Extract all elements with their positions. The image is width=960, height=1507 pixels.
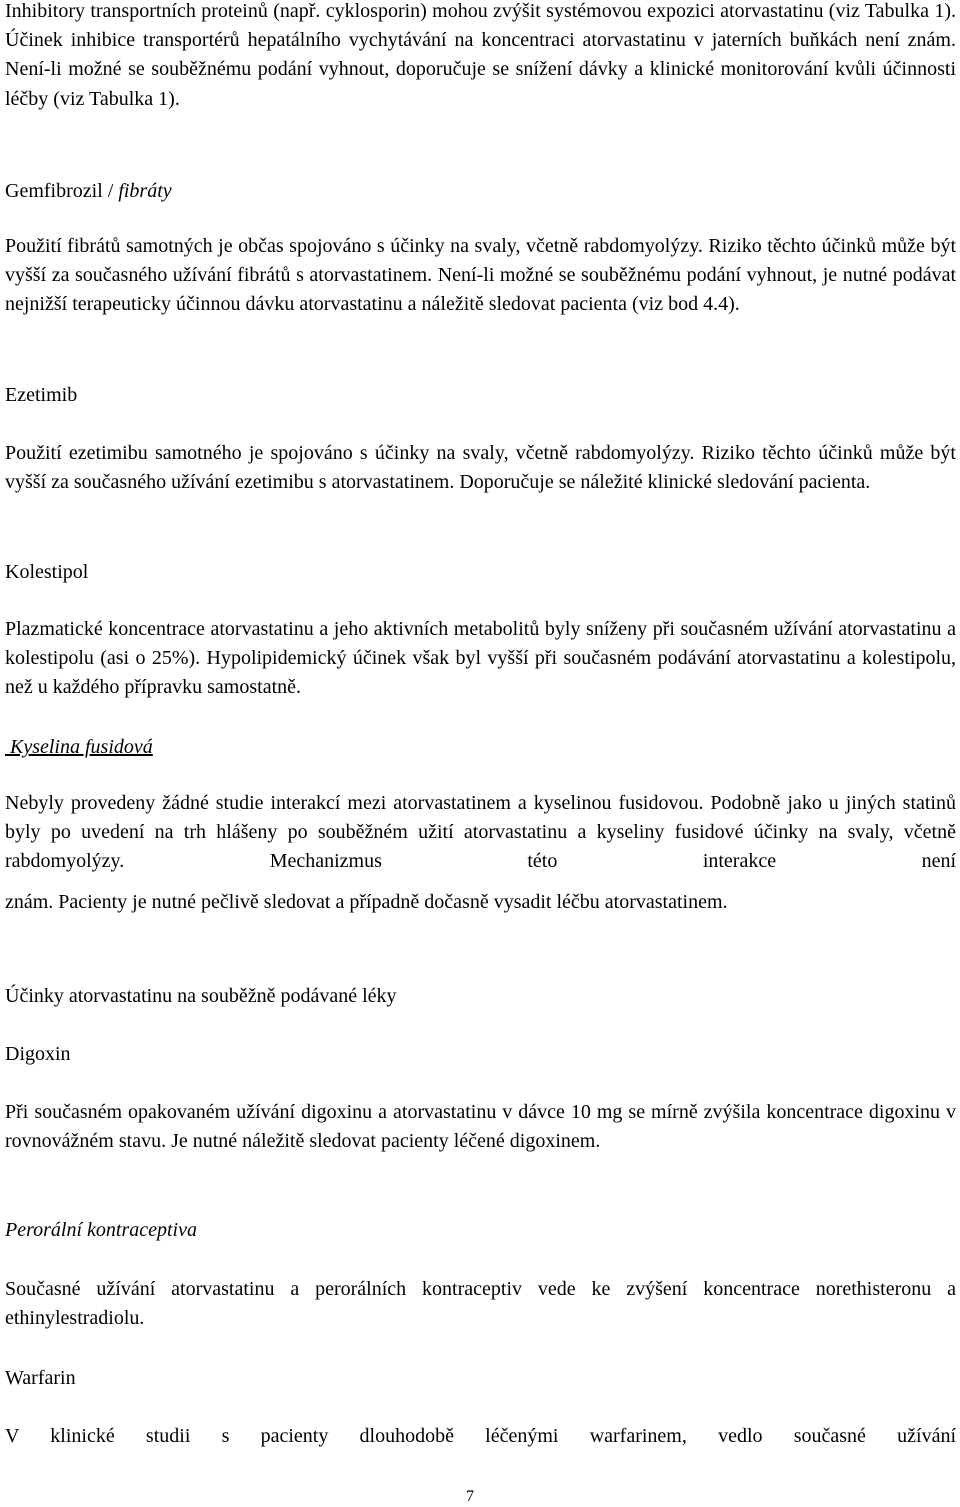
heading-kolestipol: Kolestipol bbox=[5, 561, 89, 583]
paragraph-gemfibrozil: Použití fibrátů samotných je občas spojováno s účinky na svaly, včetně rabdomyolýzy. Riziko těchto účinků může být vyšší za současného užívání fibrátů s atorvastatinem. Není-li možné se souběžnému podání vyhnout, je nutné podávat nejnižší terapeuticky účinnou dávku atorvastatinu a náležitě sledovat pacienta (viz bod 4.4). bbox=[5, 235, 956, 316]
heading-gemfibrozil-fibrates bbox=[5, 179, 956, 203]
heading-kyselina-fusidova: Kyselina fusidová bbox=[5, 736, 153, 758]
page-number: 7 bbox=[466, 1488, 474, 1505]
paragraph-kolestipol: Plazmatické koncentrace atorvastatinu a jeho aktivních metabolitů byly sníženy při současném užívání atorvastatinu a kolestipolu (asi o 25%). Hypolipidemický účinek však byl vyšší při současném podávání atorvastatinu a kolestipolu, než u každého přípravku samostatně. bbox=[5, 618, 956, 699]
paragraph-peroralni-kontraceptiva: Současné užívání atorvastatinu a perorálních kontraceptiv vede ke zvýšení koncentrace norethisteronu a ethinylestradiolu. bbox=[5, 1278, 956, 1330]
heading-digoxin: Digoxin bbox=[5, 1043, 71, 1065]
paragraph-warfarin: V klinické studii s pacienty dlouhodobě léčenými warfarinem, vedlo současné užívání bbox=[5, 1425, 956, 1447]
heading-fibrates-italic: fibráty bbox=[118, 180, 172, 202]
heading-gemfibrozil-text: Gemfibrozil / bbox=[5, 180, 119, 202]
heading-warfarin: Warfarin bbox=[5, 1367, 76, 1389]
paragraph-inhibitory-transport-proteins: Inhibitory transportních proteinů (např. cyklosporin) mohou zvýšit systémovou expozici atorvastatinu (viz Tabulka 1). Účinek inhibice transportérů hepatálního vychytávání na koncentraci atorvastatinu v jaterních buňkách není znám. Není-li možné se souběžnému podání vyhnout, doporučuje se snížení dávky a klinické monitorování kvůli účinnosti léčby (viz Tabulka 1). bbox=[5, 0, 956, 110]
paragraph-kyselina-fusidova: Nebyly provedeny žádné studie interakcí mezi atorvastatinem a kyselinou fusidovou. Podobně jako u jiných statinů byly po uvedení na trh hlášeny po souběžném užití atorvastatinu a kyseliny fusidové účinky na svaly, včetně rabdomyolýzy. Mechanizmus této interakce není bbox=[5, 792, 956, 873]
paragraph-kyselina-fusidova-continued: znám. Pacienty je nutné pečlivě sledovat a případně dočasně vysadit léčbu atorvastatinem. bbox=[5, 891, 728, 913]
heading-peroralni-kontraceptiva: Perorální kontraceptiva bbox=[5, 1219, 197, 1241]
paragraph-digoxin: Při současném opakovaném užívání digoxinu a atorvastatinu v dávce 10 mg se mírně zvýšila koncentrace digoxinu v rovnovážném stavu. Je nutné náležitě sledovat pacienty léčené digoxinem. bbox=[5, 1101, 956, 1153]
heading-ezetimib: Ezetimib bbox=[5, 384, 78, 406]
heading-effects-on-coadministered-drugs: Účinky atorvastatinu na souběžně podávané léky bbox=[5, 985, 397, 1007]
paragraph-ezetimib: Použití ezetimibu samotného je spojováno s účinky na svaly, včetně rabdomyolýzy. Riziko těchto účinků může být vyšší za současného užívání ezetimibu s atorvastatinem. Doporučuje se náležité klinické sledování pacienta. bbox=[5, 442, 956, 494]
